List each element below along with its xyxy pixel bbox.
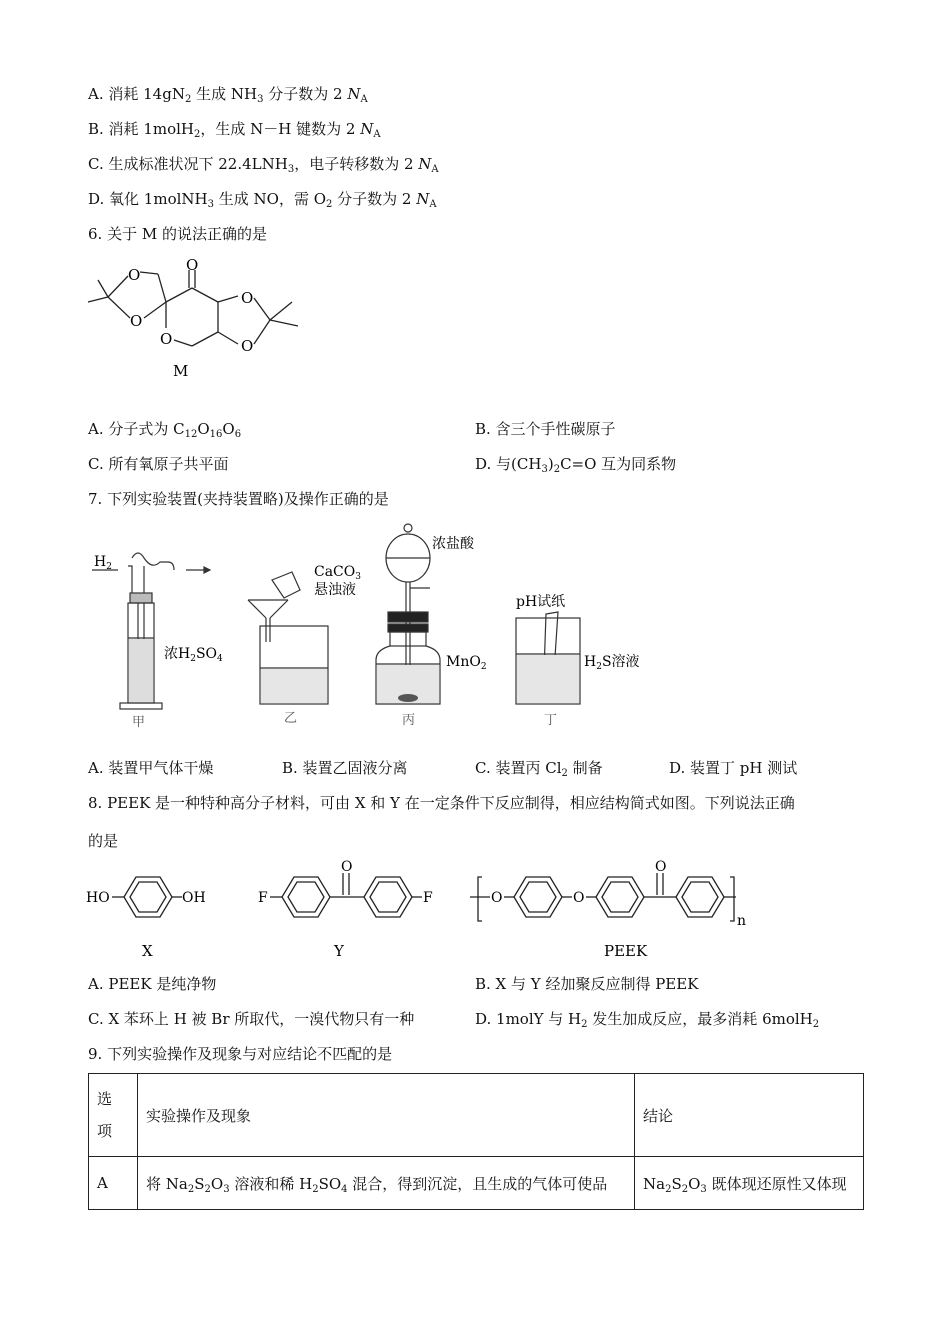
label-jia: 甲 <box>132 715 146 730</box>
q7-option-d: D. 装置丁 pH 测试 <box>669 759 798 777</box>
molecule-m-structure <box>80 250 320 385</box>
atom-o: O <box>241 289 254 307</box>
table-header-row <box>89 1074 864 1157</box>
label-y: Y <box>334 942 344 960</box>
label-ho: HO <box>86 890 110 906</box>
molecule-label-m: M <box>173 362 189 380</box>
q5-option-c: C. 生成标准状况下 $22.4LNH_3$，电子转移数为 2 $N_A$ <box>88 155 439 175</box>
q8-option-a: A. PEEK 是纯净物 <box>88 975 217 993</box>
label-suspension: 悬浊液 <box>314 582 356 598</box>
q6-option-d: D. 与$(CH_3)_2C=O$ 互为同系物 <box>475 455 677 475</box>
label-h2s-solution: $H_2S$溶液 <box>584 654 640 672</box>
label-f: F <box>258 890 268 906</box>
atom-o: O <box>130 312 143 330</box>
atom-o: O <box>186 256 199 274</box>
label-o: O <box>573 890 585 906</box>
q6-option-b: B. 含三个手性碳原子 <box>475 420 616 438</box>
q8-option-c: C. X 苯环上 H 被 Br 所取代，一溴代物只有一种 <box>88 1010 415 1028</box>
q6-stem: 6. 关于 M 的说法正确的是 <box>88 225 267 243</box>
q7-stem: 7. 下列实验装置(夹持装置略)及操作正确的是 <box>88 490 389 508</box>
header-conclusion: 结论 <box>635 1074 864 1157</box>
q8-structures-figure <box>84 855 764 965</box>
q7-apparatus-figure <box>88 518 668 733</box>
row-conclusion: $Na_2S_2O_3$ 既体现还原性又体现 <box>635 1157 864 1210</box>
header-operation: 实验操作及现象 <box>138 1074 635 1157</box>
label-oh: OH <box>182 890 206 906</box>
q8-option-d: D. 1molY 与 $H_2$ 发生加成反应，最多消耗 6molH$_2$ <box>475 1010 820 1030</box>
label-o: O <box>341 859 353 875</box>
label-yi: 乙 <box>284 711 298 726</box>
label-peek: PEEK <box>604 942 648 960</box>
label-conc-h2so4: 浓$H_2SO_4$ <box>164 646 223 664</box>
label-x: X <box>142 942 153 960</box>
table-row <box>89 1157 864 1210</box>
atom-o: O <box>128 266 141 284</box>
atom-o: O <box>241 337 254 355</box>
label-mno2: MnO$_2$ <box>446 654 487 672</box>
q7-option-b: B. 装置乙固液分离 <box>282 759 408 777</box>
label-ding: 丁 <box>544 713 558 728</box>
q5-option-a: A. 消耗 $14gN_2$ 生成 $NH_3$ 分子数为 2 $N_A$ <box>88 85 368 105</box>
header-option: 选 项 <box>89 1074 138 1157</box>
label-o: O <box>491 890 503 906</box>
label-n: n <box>737 913 747 929</box>
q9-table <box>88 1073 864 1210</box>
q8-stem-line2: 的是 <box>88 832 119 850</box>
q5-option-d: D. 氧化 1molNH$_3$ 生成 NO，需 $O_2$ 分子数为 2 $N_A$ <box>88 190 437 210</box>
atom-o: O <box>160 330 173 348</box>
q6-option-c: C. 所有氧原子共平面 <box>88 455 229 473</box>
label-caco3: CaCO$_3$ <box>314 564 361 582</box>
row-label: A <box>89 1157 138 1210</box>
q8-stem-line1: 8. PEEK 是一种特种高分子材料，可由 X 和 Y 在一定条件下反应制得，相应结构简式如图。下列说法正确 <box>88 794 795 812</box>
q7-option-c: C. 装置丙 $Cl_2$ 制备 <box>475 759 603 779</box>
row-operation: 将 $Na_2S_2O_3$ 溶液和稀 $H_2SO_4$ 混合，得到沉淀，且生成的气体可使品 <box>138 1157 635 1210</box>
label-f: F <box>423 890 433 906</box>
q5-option-b: B. 消耗 1molH$_2$，生成 N－H 键数为 2 $N_A$ <box>88 120 381 140</box>
q7-option-a: A. 装置甲气体干燥 <box>88 759 214 777</box>
label-conc-hcl: 浓盐酸 <box>432 536 474 552</box>
q8-option-b: B. X 与 Y 经加聚反应制得 PEEK <box>475 975 699 993</box>
label-o: O <box>655 859 667 875</box>
label-h2: $H_2$ <box>94 554 112 572</box>
q9-stem: 9. 下列实验操作及现象与对应结论不匹配的是 <box>88 1045 393 1063</box>
label-ph-paper: pH试纸 <box>516 594 566 610</box>
q6-option-a: A. 分子式为 $C_{12}O_{16}O_6$ <box>88 420 242 440</box>
label-bing: 丙 <box>402 713 416 728</box>
